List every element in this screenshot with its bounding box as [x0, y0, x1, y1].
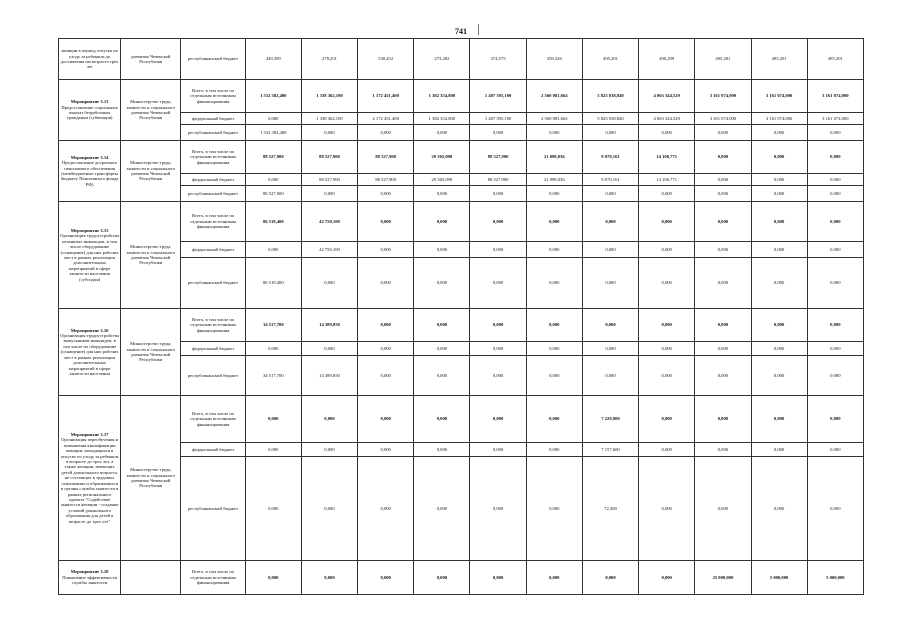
text-cursor-mark	[478, 24, 479, 35]
executor-cell: Министерство труда, занятости и социального развития Чеченской Республики	[121, 141, 181, 202]
amount-cell: 0,000	[639, 242, 695, 258]
amount-cell: 0,000	[751, 125, 807, 141]
measure-name-cell	[59, 309, 121, 396]
amount-cell: 0,000	[695, 186, 751, 202]
table-row	[59, 141, 864, 174]
amount-cell: 0,000	[751, 186, 807, 202]
amount-cell: 0,000	[582, 356, 638, 396]
funding-source-cell: республиканский бюджет	[181, 186, 245, 202]
funding-source-cell: Всего, в том числе по отдельным источникам финансирования	[181, 561, 245, 595]
measure-name-cell	[59, 561, 121, 595]
amount-cell: 273,282	[414, 39, 470, 80]
amount-cell: 0,000	[470, 258, 526, 309]
amount-cell: 2 560 081,664	[526, 113, 582, 125]
measure-description: Организация трудоустройства незанятых инвалидов, в том числе оборудование (оснащение) для них рабочих мест в рамках реализации дополнительных мероприятий в сфере занятости населения (субсидия)	[60, 233, 120, 282]
amount-cell: 0,000	[245, 113, 301, 125]
amount-cell: 0,000	[245, 342, 301, 356]
amount-cell: 0,000	[751, 309, 807, 342]
amount-cell: 3 161 074,000	[807, 80, 863, 113]
amount-cell: 0,000	[695, 457, 751, 561]
amount-cell: 0,000	[414, 457, 470, 561]
amount-cell: 0,000	[470, 457, 526, 561]
amount-cell: 0,000	[301, 561, 357, 595]
amount-cell: 0,000	[526, 443, 582, 457]
amount-cell: 0,000	[695, 258, 751, 309]
amount-cell: 495,201	[582, 39, 638, 80]
amount-cell: 0,000	[526, 309, 582, 342]
funding-source-cell: Всего, в том числе по отдельным источникам финансирования	[181, 202, 245, 242]
measure-description: Предоставление социальных выплат безработным гражданам (субвенция)	[61, 104, 118, 121]
amount-cell: 0,000	[807, 309, 863, 342]
amount-cell: 0,000	[470, 561, 526, 595]
amount-cell: 0,000	[358, 342, 414, 356]
amount-cell: 0,000	[470, 202, 526, 242]
executor-cell	[121, 561, 181, 595]
amount-cell: 0,000	[751, 174, 807, 186]
amount-cell: 1 532 382,400	[245, 125, 301, 141]
amount-cell: 0,000	[807, 443, 863, 457]
table-row	[59, 396, 864, 443]
amount-cell: 88 527,900	[470, 174, 526, 186]
measure-title: Мероприятие 3.17	[70, 432, 109, 438]
amount-cell: 0,000	[582, 186, 638, 202]
amount-cell: 0,000	[751, 141, 807, 174]
amount-cell: 0,000	[358, 242, 414, 258]
amount-cell: 1 532 382,400	[245, 80, 301, 113]
executor-cell: Министерство труда, занятости и социального развития Чеченской Республики	[121, 202, 181, 309]
amount-cell: 0,000	[751, 457, 807, 561]
amount-cell: 0,000	[639, 443, 695, 457]
amount-cell: 88 527,900	[470, 141, 526, 174]
amount-cell: 29 365,090	[414, 174, 470, 186]
funding-source-cell: федеральный бюджет	[181, 443, 245, 457]
amount-cell: 0,000	[695, 356, 751, 396]
amount-cell: 0,000	[358, 356, 414, 396]
amount-cell: 0,000	[807, 202, 863, 242]
amount-cell: 0,000	[695, 342, 751, 356]
table-row	[59, 39, 864, 80]
amount-cell: 0,000	[807, 258, 863, 309]
amount-cell: 7 229,900	[582, 396, 638, 443]
amount-cell: 0,000	[414, 242, 470, 258]
amount-cell: 0,000	[807, 125, 863, 141]
amount-cell: 0,000	[639, 125, 695, 141]
measure-title: Мероприятие 3.15	[70, 227, 109, 233]
amount-cell: 0,000	[414, 356, 470, 396]
amount-cell: 0,000	[582, 242, 638, 258]
amount-cell: 0,000	[414, 396, 470, 443]
amount-cell: 530,452	[358, 39, 414, 80]
amount-cell: 0,000	[526, 356, 582, 396]
amount-cell: 0,000	[301, 457, 357, 561]
program-funding-table	[58, 38, 864, 595]
amount-cell: 0,000	[414, 561, 470, 595]
amount-cell: 34 517,700	[245, 356, 301, 396]
amount-cell: 0,000	[301, 443, 357, 457]
amount-cell: 495,201	[751, 39, 807, 80]
amount-cell: 0,000	[470, 356, 526, 396]
amount-cell: 0,000	[751, 202, 807, 242]
amount-cell: 0,000	[751, 396, 807, 443]
amount-cell: 0,000	[414, 443, 470, 457]
amount-cell: 42 750,100	[301, 202, 357, 242]
amount-cell: 0,000	[751, 242, 807, 258]
amount-cell: 3 161 074,000	[751, 80, 807, 113]
amount-cell: 0,000	[639, 457, 695, 561]
amount-cell: 0,000	[358, 396, 414, 443]
amount-cell: 5 825 038,840	[582, 80, 638, 113]
amount-cell: 0,000	[639, 342, 695, 356]
amount-cell: 42 750,100	[301, 242, 357, 258]
funding-source-cell: федеральный бюджет	[181, 113, 245, 125]
amount-cell: 0,000	[582, 561, 638, 595]
amount-cell: 0,000	[245, 443, 301, 457]
amount-cell: 0,000	[751, 443, 807, 457]
amount-cell: 88 527,900	[301, 174, 357, 186]
funding-source-cell: Всего, в том числе по отдельным источникам финансирования	[181, 396, 245, 443]
amount-cell: 0,000	[807, 174, 863, 186]
funding-source-cell: республиканский бюджет	[181, 356, 245, 396]
amount-cell: 25 000,000	[695, 561, 751, 595]
amount-cell: 358,326	[526, 39, 582, 80]
amount-cell: 86 519,400	[245, 202, 301, 242]
table-row	[59, 561, 864, 595]
amount-cell: 0,000	[301, 125, 357, 141]
amount-cell: 0,000	[639, 309, 695, 342]
amount-cell: 1 382 354,800	[414, 80, 470, 113]
amount-cell: 0,000	[245, 242, 301, 258]
amount-cell: 14 106,771	[639, 141, 695, 174]
measure-name-cell	[59, 39, 121, 80]
amount-cell: 0,000	[526, 457, 582, 561]
amount-cell: 0,000	[639, 396, 695, 443]
amount-cell: 0,000	[807, 242, 863, 258]
measure-description: Повышение эффективности службы занятости	[62, 574, 117, 586]
amount-cell: 0,000	[470, 309, 526, 342]
amount-cell: 3 161 074,000	[751, 113, 807, 125]
amount-cell: 88 527,900	[245, 186, 301, 202]
amount-cell: 21 098,036	[526, 174, 582, 186]
measure-name-cell	[59, 396, 121, 561]
amount-cell: 490,299	[639, 39, 695, 80]
amount-cell: 0,000	[639, 202, 695, 242]
measure-name-cell	[59, 80, 121, 141]
amount-cell: 0,000	[358, 202, 414, 242]
amount-cell: 0,000	[245, 457, 301, 561]
amount-cell: 21 098,036	[526, 141, 582, 174]
amount-cell: 0,000	[526, 242, 582, 258]
funding-source-cell: республиканский бюджет	[181, 125, 245, 141]
amount-cell: 0,000	[414, 309, 470, 342]
funding-source-cell: федеральный бюджет	[181, 242, 245, 258]
amount-cell: 3 161 074,000	[695, 80, 751, 113]
amount-cell: 0,000	[358, 561, 414, 595]
amount-cell: 5 000,000	[751, 561, 807, 595]
amount-cell: 9 070,161	[582, 174, 638, 186]
executor-cell: Министерство труда, занятости и социального развития Чеченской Республики	[121, 396, 181, 561]
amount-cell: 0,000	[470, 396, 526, 443]
amount-cell: 0,000	[470, 186, 526, 202]
amount-cell: 0,000	[301, 186, 357, 202]
amount-cell: 88 527,900	[245, 141, 301, 174]
amount-cell: 0,000	[582, 342, 638, 356]
amount-cell: 0,000	[639, 561, 695, 595]
measure-title: Мероприятие 3.14	[70, 154, 109, 160]
funding-source-cell: Всего, в том числе по отдельным источникам финансирования	[181, 80, 245, 113]
amount-cell: 1 407 395,100	[470, 80, 526, 113]
amount-cell: 0,000	[695, 174, 751, 186]
amount-cell: 0,000	[301, 258, 357, 309]
funding-source-cell: республиканский бюджет	[181, 39, 245, 80]
amount-cell: 0,000	[695, 141, 751, 174]
amount-cell: 0,000	[245, 561, 301, 595]
amount-cell: 5 825 038,840	[582, 113, 638, 125]
amount-cell: 72,300	[582, 457, 638, 561]
amount-cell: 0,000	[639, 186, 695, 202]
amount-cell: 0,000	[639, 258, 695, 309]
amount-cell: 0,000	[526, 125, 582, 141]
measure-name-cell	[59, 141, 121, 202]
funding-source-cell: Всего, в том числе по отдельным источникам финансирования	[181, 309, 245, 342]
amount-cell: 0,000	[751, 342, 807, 356]
amount-cell: 0,000	[807, 356, 863, 396]
amount-cell: 0,000	[807, 342, 863, 356]
table-row	[59, 309, 864, 342]
amount-cell: 449,399	[245, 39, 301, 80]
measure-name-cell	[59, 202, 121, 309]
amount-cell: 0,000	[526, 258, 582, 309]
amount-cell: 0,000	[301, 396, 357, 443]
amount-cell: 0,000	[526, 561, 582, 595]
executor-cell: Министерство труда, занятости и социального развития Чеченской Республики	[121, 80, 181, 141]
amount-cell: 0,000	[414, 186, 470, 202]
amount-cell: 278,251	[301, 39, 357, 80]
measure-description: Организация переобучения и повышения квалификации женщин, находящихся в отпуске по уходу за ребенком в возрасте до трех лет, а также женщин, имеющих детей дошкольного возраста, не состоящих в трудовых отношениях и обратившихся в органы службы занятости в рамках регионального проекта "Содействие занятости женщин - создание условий дошкольного образования для детей в возрасте до трех лет"	[60, 437, 119, 524]
amount-cell: 0,000	[695, 202, 751, 242]
amount-cell: 0,000	[358, 258, 414, 309]
amount-cell: 0,000	[807, 396, 863, 443]
amount-cell: 0,000	[358, 443, 414, 457]
executor-cell: Министерство труда, занятости и социального развития Чеченской Республики	[121, 309, 181, 396]
amount-cell: 0,000	[807, 457, 863, 561]
amount-cell: 0,000	[526, 186, 582, 202]
amount-cell: 374,575	[470, 39, 526, 80]
measure-title: Мероприятие 3.13	[70, 99, 109, 105]
amount-cell: 0,000	[470, 342, 526, 356]
amount-cell: 9 070,161	[582, 141, 638, 174]
measure-description: Предоставление досрочного пенсионного обеспечения (межбюджетные трансферты бюджету Пенсионного фонда РФ)	[60, 160, 119, 187]
amount-cell: 0,000	[807, 141, 863, 174]
amount-cell: 14 389,850	[301, 309, 357, 342]
amount-cell: 0,000	[526, 342, 582, 356]
amount-cell: 0,000	[582, 258, 638, 309]
amount-cell: 29 365,090	[414, 141, 470, 174]
amount-cell: 0,000	[751, 356, 807, 396]
amount-cell: 0,000	[751, 258, 807, 309]
funding-source-cell: федеральный бюджет	[181, 174, 245, 186]
amount-cell: 0,000	[470, 443, 526, 457]
funding-source-cell: республиканский бюджет	[181, 258, 245, 309]
amount-cell: 2 560 081,664	[526, 80, 582, 113]
amount-cell: 495,201	[807, 39, 863, 80]
amount-cell: 0,000	[414, 125, 470, 141]
amount-cell: 0,000	[358, 186, 414, 202]
measure-title: Мероприятие 3.16	[70, 327, 109, 333]
amount-cell: 0,000	[695, 125, 751, 141]
table-row	[59, 202, 864, 242]
amount-cell: 0,000	[807, 186, 863, 202]
amount-cell: 88 527,900	[358, 141, 414, 174]
amount-cell: 34 517,700	[245, 309, 301, 342]
amount-cell: 7 157,600	[582, 443, 638, 457]
amount-cell: 1 338 362,100	[301, 80, 357, 113]
amount-cell: 0,000	[695, 242, 751, 258]
amount-cell: 1 338 362,100	[301, 113, 357, 125]
amount-cell: 0,000	[245, 174, 301, 186]
amount-cell: 14 389,850	[301, 356, 357, 396]
amount-cell: 1 407 395,100	[470, 113, 526, 125]
amount-cell: 3 161 074,000	[807, 113, 863, 125]
amount-cell: 1 172 451,400	[358, 80, 414, 113]
table-row	[59, 80, 864, 113]
funding-source-cell: федеральный бюджет	[181, 342, 245, 356]
executor-cell: развития Чеченской Республики	[121, 39, 181, 80]
measure-title: Мероприятие 3.18	[70, 569, 109, 575]
amount-cell: 2 172 451,400	[358, 113, 414, 125]
amount-cell: 0,000	[695, 396, 751, 443]
amount-cell: 0,000	[245, 396, 301, 443]
amount-cell: 88 527,900	[301, 141, 357, 174]
amount-cell: 0,000	[414, 202, 470, 242]
amount-cell: 0,000	[582, 309, 638, 342]
amount-cell: 495,201	[695, 39, 751, 80]
amount-cell: 0,000	[358, 457, 414, 561]
amount-cell: 3 161 074,000	[695, 113, 751, 125]
amount-cell: 86 519,400	[245, 258, 301, 309]
amount-cell: 0,000	[470, 242, 526, 258]
measure-description: Организация трудоустройства выпускников-инвалидов, в том числе их оборудование (оснащение) для них рабочих мест в рамках реализации дополнительных мероприятий в сфере занятости населения	[60, 333, 120, 376]
amount-cell: 5 000,000	[807, 561, 863, 595]
amount-cell: 0,000	[582, 125, 638, 141]
amount-cell: 0,000	[414, 342, 470, 356]
amount-cell: 0,000	[414, 258, 470, 309]
amount-cell: 0,000	[695, 309, 751, 342]
amount-cell: 0,000	[358, 309, 414, 342]
amount-cell: 14 106,771	[639, 174, 695, 186]
funding-source-cell: республиканский бюджет	[181, 457, 245, 561]
amount-cell: 1 382 354,800	[414, 113, 470, 125]
amount-cell: 0,000	[639, 356, 695, 396]
amount-cell: 4 063 344,529	[639, 113, 695, 125]
amount-cell: 0,000	[582, 202, 638, 242]
amount-cell: 0,000	[358, 125, 414, 141]
measure-description: женщин в период отпуска по уходу за ребенком до достижения им возраста трех лет	[60, 48, 119, 70]
amount-cell: 0,000	[695, 443, 751, 457]
funding-source-cell: Всего, в том числе по отдельным источникам финансирования	[181, 141, 245, 174]
amount-cell: 4 063 344,529	[639, 80, 695, 113]
amount-cell: 0,000	[526, 202, 582, 242]
amount-cell: 0,000	[301, 342, 357, 356]
page-number: 741	[455, 27, 467, 36]
amount-cell: 0,000	[526, 396, 582, 443]
amount-cell: 0,000	[470, 125, 526, 141]
amount-cell: 88 527,900	[358, 174, 414, 186]
